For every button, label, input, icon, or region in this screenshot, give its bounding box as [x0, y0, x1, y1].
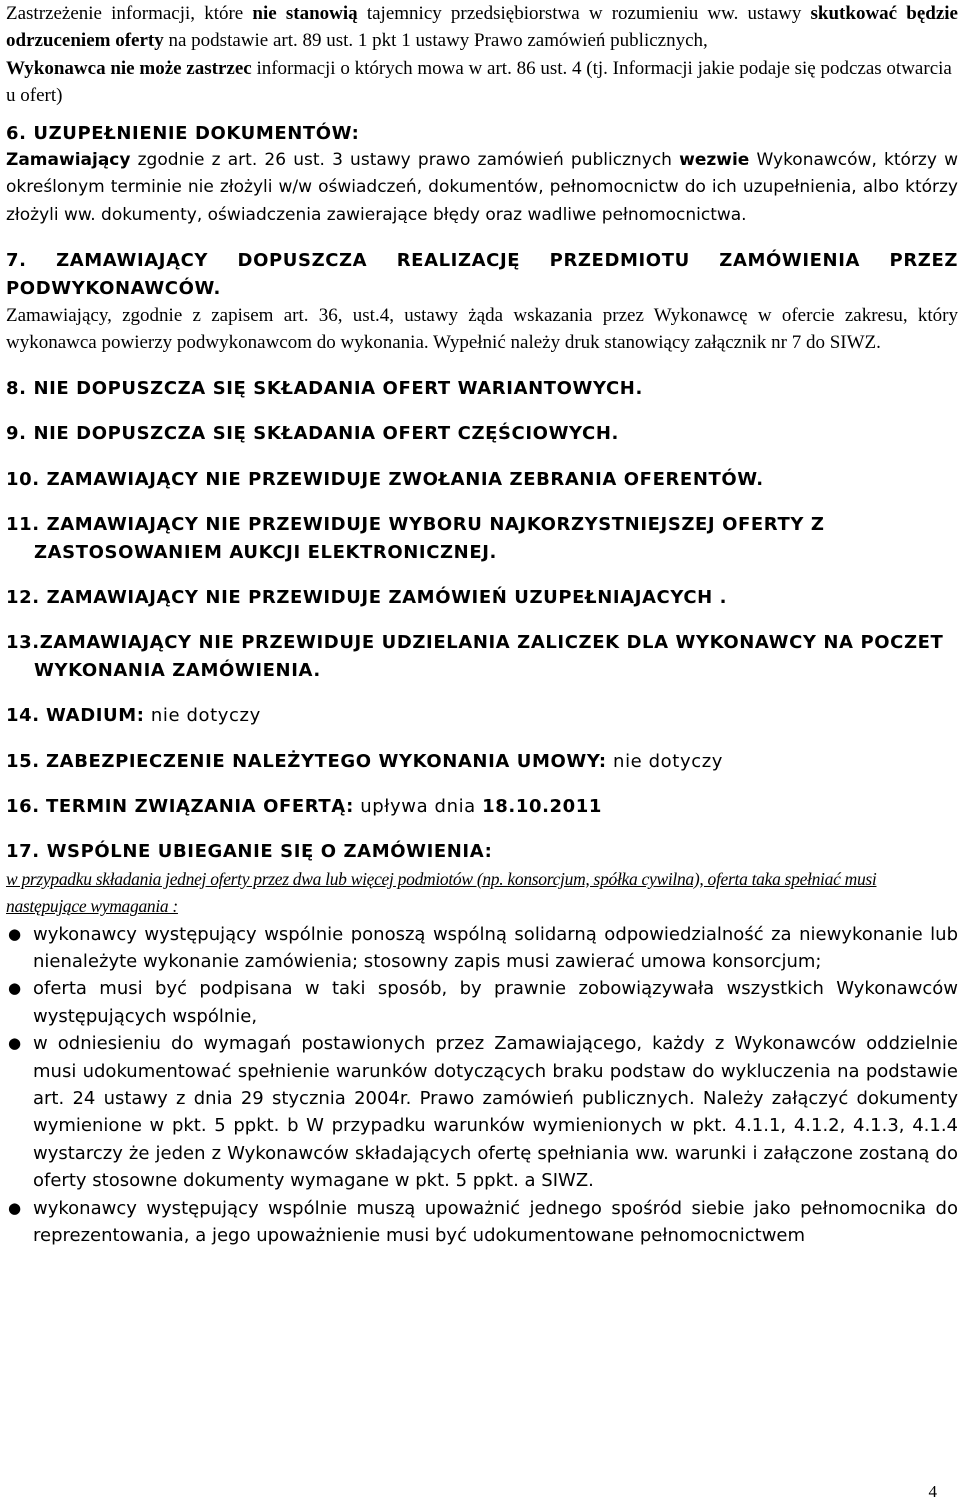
section-14-title: WADIUM:	[46, 705, 145, 727]
intro-text: informacji o których mowa w art. 86 ust. 4 (tj. Informacji jakie podaje się podczas otwarcia u ofert)	[6, 57, 952, 107]
section-13-heading	[6, 629, 958, 684]
bullet-icon: ●	[8, 1034, 22, 1053]
section-16-date: 18.10.2011	[482, 795, 603, 817]
section-15-heading	[6, 748, 958, 775]
section-15-number: 15.	[6, 750, 40, 772]
section-14-value: nie dotyczy	[144, 705, 261, 727]
section-9-title: NIE DOPUSZCZA SIĘ SKŁADANIA OFERT CZĘŚCIOWYCH.	[33, 423, 619, 445]
section-7-text: Zamawiający, zgodnie z zapisem art. 36, ust.4, ustawy żąda wskazania przez Wykonawcę w ofercie zakresu, który wykonawca powierzy podwykonawcom do wykonania. Wypełnić należy druk stanowiący załącznik nr 7 do SIWZ.	[6, 305, 958, 354]
bullet-icon: ●	[8, 1198, 22, 1217]
section-17-note: w przypadku składania jednej oferty przez dwa lub więcej podmiotów (np. konsorcjum, spółka cywilna), oferta taka spełniać musi następujące wymagania :	[6, 868, 877, 917]
section-14-heading	[6, 702, 958, 729]
section-13-number: 13.	[6, 632, 40, 654]
section-10-heading	[6, 466, 958, 493]
section-17-heading	[6, 838, 958, 865]
section-6-bold-word: wezwie	[679, 150, 750, 171]
intro-bold: nie stanowią	[252, 3, 358, 24]
section-7-title: ZAMAWIAJĄCY DOPUSZCZA REALIZACJĘ PRZEDMIOTU ZAMÓWIENIA PRZEZ PODWYKONAWCÓW.	[6, 250, 958, 299]
list-item-text: wykonawcy występujący wspólnie muszą upoważnić jednego spośród siebie jako pełnomocnika do reprezentowania, a jego upoważnienie musi być udokumentowane pełnomocnictwem	[33, 1197, 958, 1247]
list-item-text: wykonawcy występujący wspólnie ponoszą wspólną solidarną odpowiedzialność za niewykonanie lub nienależyte wykonanie zamówienia; stosowny zapis musi zawierać umowa konsorcjum;	[33, 923, 958, 972]
list-item	[6, 1195, 958, 1250]
section-17-title: WSPÓLNE UBIEGANIE SIĘ O ZAMÓWIENIA:	[46, 841, 493, 863]
section-6-text	[6, 147, 958, 229]
section-6-lead: Zamawiający	[6, 150, 131, 171]
section-9-heading	[6, 420, 958, 447]
bullet-icon: ●	[8, 924, 22, 943]
list-item-text: oferta musi być podpisana w taki sposób, by prawnie zobowiązywała wszystkich Wykonawców występujących wspólnie,	[33, 978, 958, 1027]
section-12-title: ZAMAWIAJĄCY NIE PRZEWIDUJE ZAMÓWIEŃ UZUPEŁNIAJACYCH .	[46, 586, 728, 608]
intro-text: Zastrzeżenie informacji, które	[6, 3, 253, 24]
list-item	[6, 975, 958, 1030]
section-8-number: 8.	[6, 377, 27, 399]
list-item-text: w odniesieniu do wymagań postawionych przez Zamawiającego, każdy z Wykonawców oddzielnie musi udokumentować spełnienie warunków dotyczących braku podstaw do wykluczenia na podstawie art. 24 ustawy z dnia 29 stycznia 2004r. Prawo zamówień publicznych. Należy załączyć dokumenty wymienione w pkt. 5 ppkt. b W przypadku warunków wymienionych w pkt. 4.1.1, 4.1.2, 4.1.3, 4.1.4 wystarczy że jeden z Wykonawców składających ofertę spełniania ww. warunki i załączone zostaną do oferty stosowne dokumenty wymagane w pkt. 5 ppkt. a SIWZ.	[33, 1033, 958, 1192]
section-9-number: 9.	[6, 423, 27, 445]
intro-paragraph-1	[6, 0, 958, 55]
section-16-title: TERMIN ZWIĄZANIA OFERTĄ:	[46, 795, 354, 817]
section-8-title: NIE DOPUSZCZA SIĘ SKŁADANIA OFERT WARIANTOWYCH.	[33, 377, 643, 399]
section-7-number: 7.	[6, 250, 27, 272]
section-6-body: zgodnie z art. 26 ust. 3 ustawy prawo zamówień publicznych	[130, 150, 680, 171]
section-11-number: 11.	[6, 514, 40, 536]
section-14-number: 14.	[6, 705, 40, 727]
section-8-heading	[6, 375, 958, 402]
list-item	[6, 921, 958, 976]
section-16-number: 16.	[6, 795, 40, 817]
bullet-icon: ●	[8, 979, 22, 998]
section-17-list	[6, 921, 958, 1250]
section-15-title: ZABEZPIECZENIE NALEŻYTEGO WYKONANIA UMOWY:	[46, 750, 607, 772]
intro-text: na podstawie art. 89 ust. 1 pkt 1 ustawy Prawo zamówień publicznych,	[163, 30, 708, 52]
section-11-heading	[6, 511, 958, 566]
section-16-value: upływa dnia	[353, 795, 483, 817]
intro-text: tajemnicy przedsiębiorstwa w rozumieniu ww. ustawy	[357, 3, 811, 24]
section-13-title: ZAMAWIAJĄCY NIE PRZEWIDUJE UDZIELANIA ZALICZEK DLA WYKONAWCY NA POCZET WYKONANIA ZAMÓWIENIA.	[34, 632, 944, 681]
list-item	[6, 1030, 958, 1194]
section-12-number: 12.	[6, 586, 40, 608]
section-7-heading	[6, 247, 958, 302]
page-number: 4	[928, 1482, 937, 1501]
intro-bold: Wykonawca nie może zastrzec	[6, 57, 252, 79]
section-10-title: ZAMAWIAJĄCY NIE PRZEWIDUJE ZWOŁANIA ZEBRANIA OFERENTÓW.	[46, 468, 764, 490]
section-16-heading	[6, 793, 958, 820]
intro-bold: skutkować będzie odrzuceniem oferty	[6, 3, 958, 52]
section-6-body: Wykonawców, którzy w określonym terminie nie złożyli w/w oświadczeń, dokumentów, pełnomocnictw do ich uzupełnienia, albo którzy złożyli ww. dokumenty, oświadczenia zawierające błędy oraz wadliwe pełnomocnictwa.	[6, 150, 958, 225]
section-17-number: 17.	[6, 841, 40, 863]
document-page	[6, 0, 958, 1249]
section-11-title: ZAMAWIAJĄCY NIE PRZEWIDUJE WYBORU NAJKORZYSTNIEJSZEJ OFERTY Z ZASTOSOWANIEM AUKCJI ELEKTRONICZNEJ.	[34, 514, 825, 563]
intro-paragraph-2	[6, 55, 958, 110]
section-6-heading: 6. UZUPEŁNIENIE DOKUMENTÓW:	[6, 122, 360, 144]
section-10-number: 10.	[6, 468, 40, 490]
section-15-value: nie dotyczy	[606, 750, 724, 772]
section-12-heading	[6, 584, 958, 611]
